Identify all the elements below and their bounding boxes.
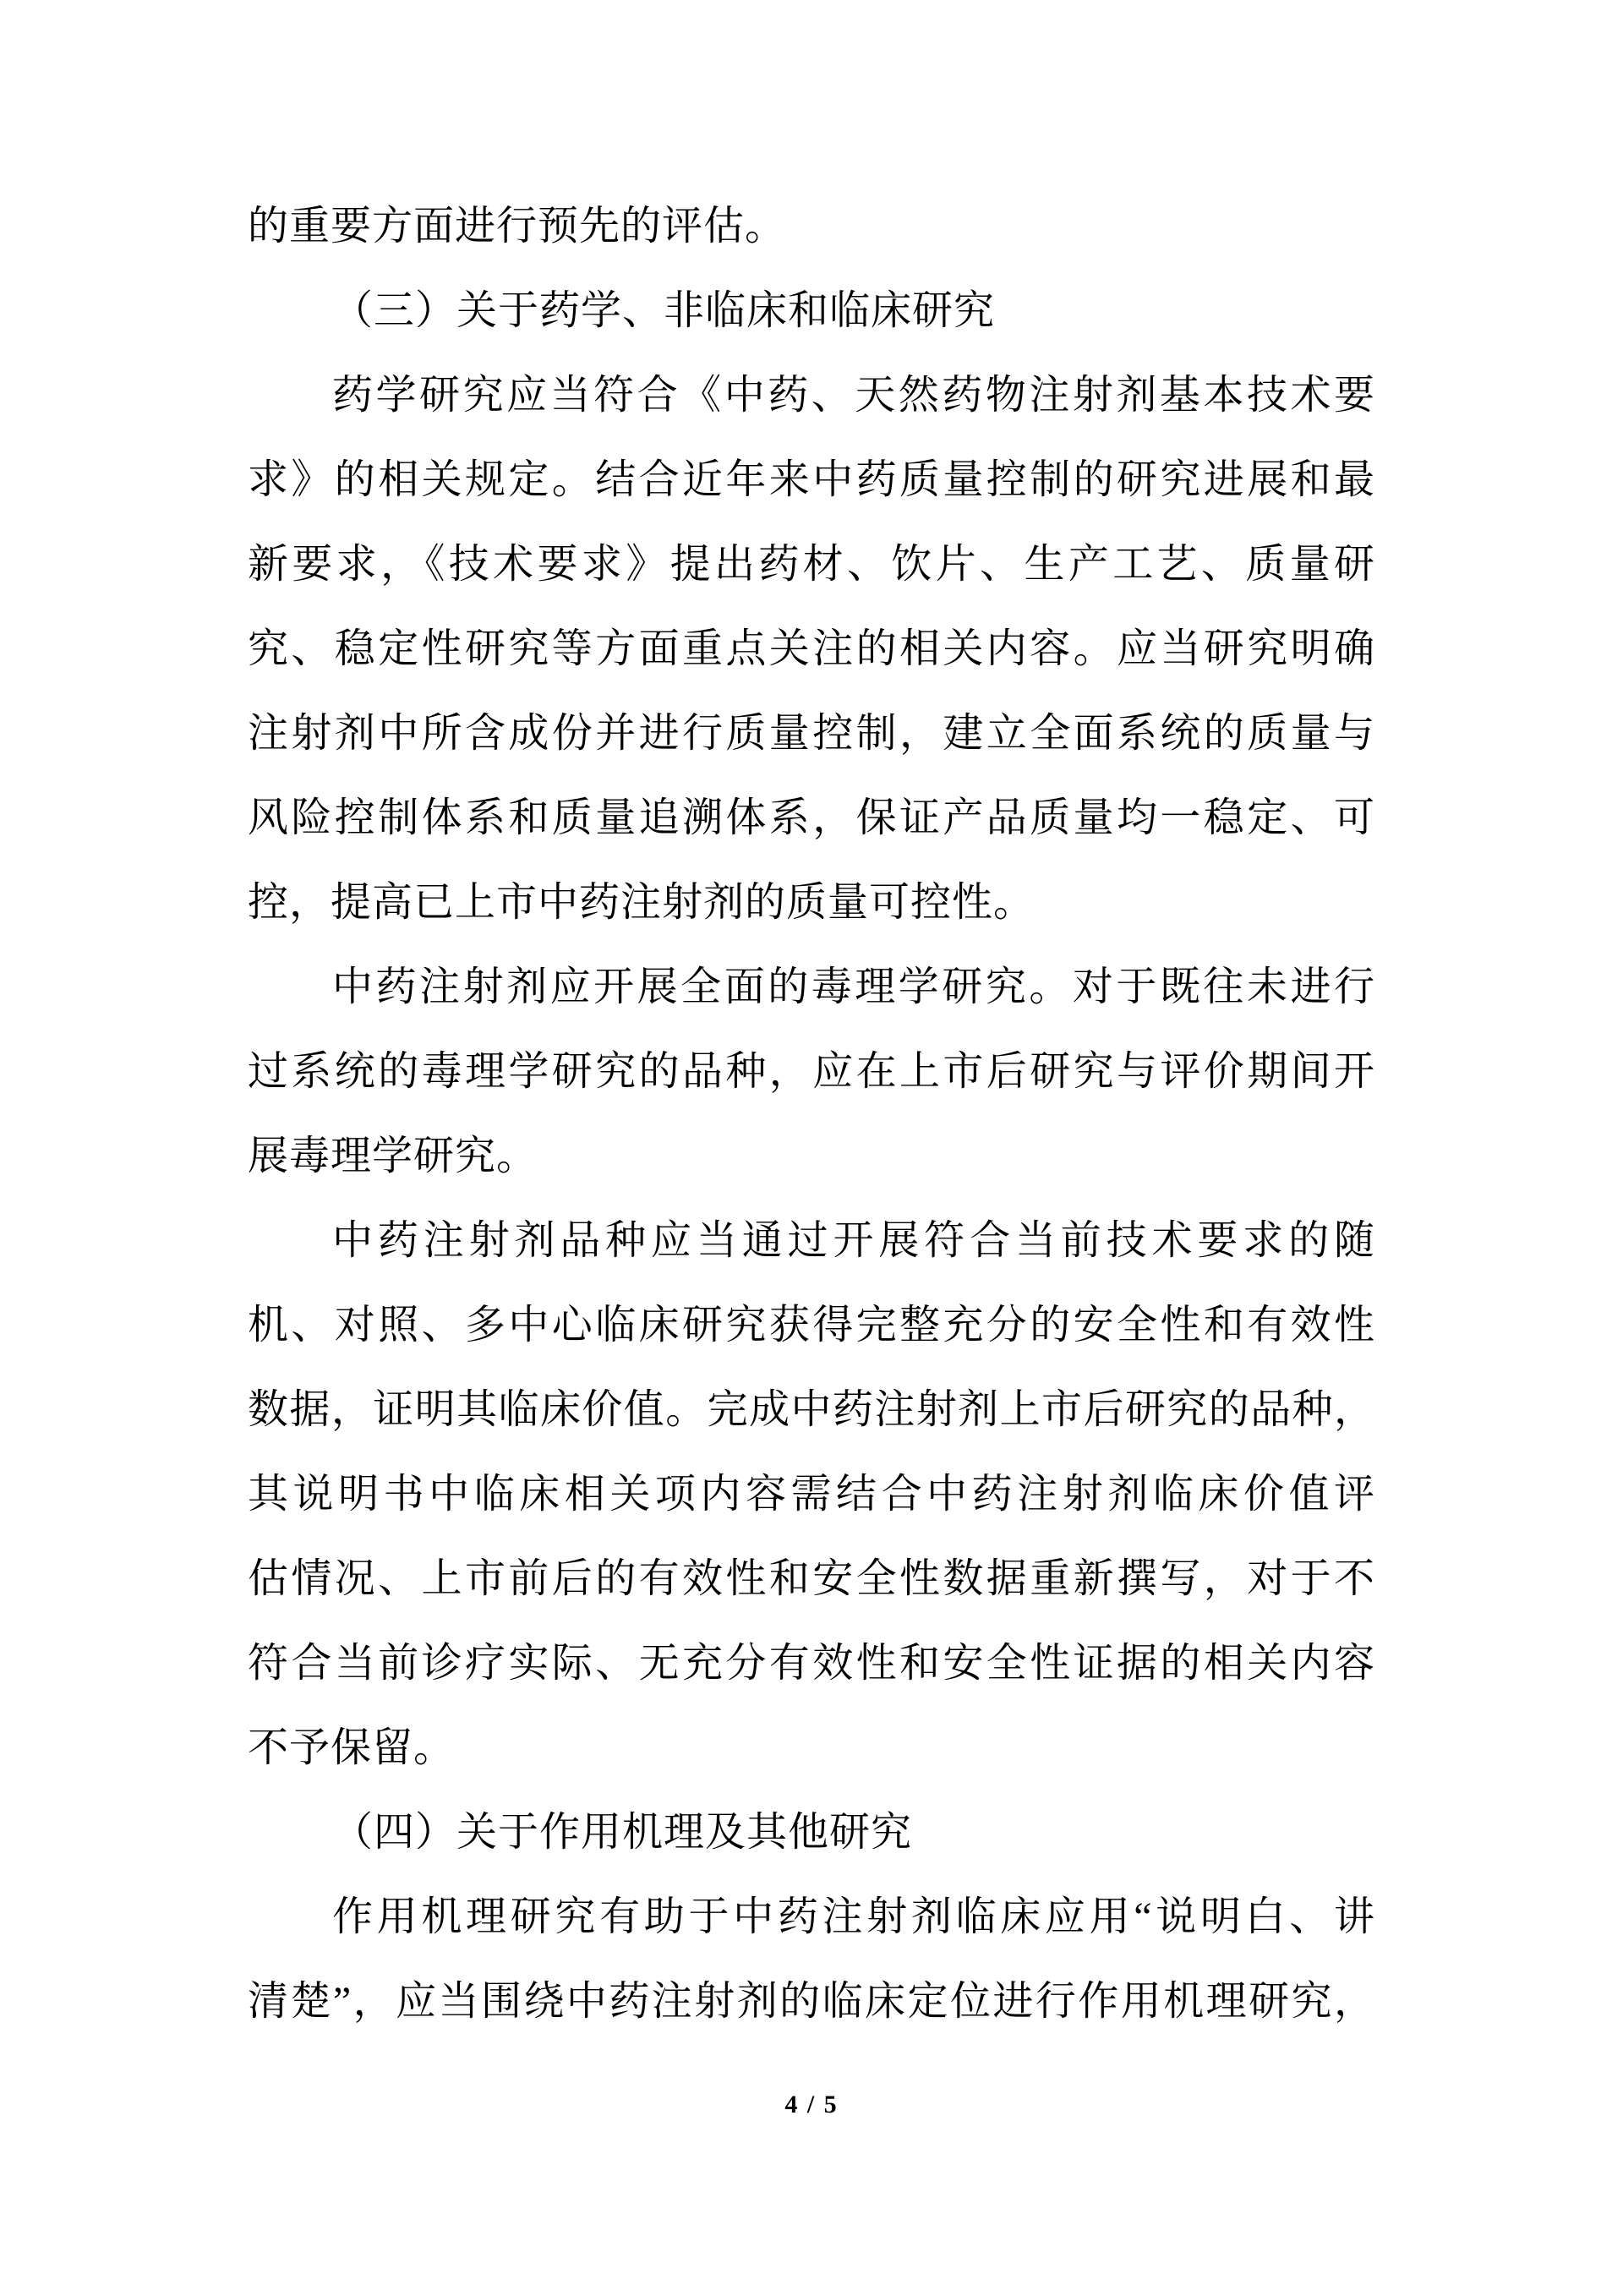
body-line: 清楚”，应当围绕中药注射剂的临床定位进行作用机理研究，	[248, 1979, 1375, 2024]
body-line: 究、稳定性研究等方面重点关注的相关内容。应当研究明确	[248, 626, 1375, 671]
body-line: 机、对照、多中心临床研究获得完整充分的安全性和有效性	[248, 1303, 1375, 1348]
body-line: 的重要方面进行预先的评估。	[248, 204, 787, 249]
body-line: 风险控制体系和质量追溯体系，保证产品质量均一稳定、可	[248, 795, 1375, 840]
body-line: 符合当前诊疗实际、无充分有效性和安全性证据的相关内容	[248, 1641, 1375, 1686]
body-line: 新要求，《技术要求》提出药材、饮片、生产工艺、质量研	[248, 542, 1375, 587]
body-line: 药学研究应当符合《中药、天然药物注射剂基本技术要	[332, 373, 1375, 418]
body-line: 估情况、上市前后的有效性和安全性数据重新撰写，对于不	[248, 1556, 1375, 1601]
body-line: 作用机理研究有助于中药注射剂临床应用“说明白、讲	[332, 1894, 1375, 1939]
section-heading: （四）关于作用机理及其他研究	[332, 1810, 913, 1855]
body-line: 注射剂中所含成份并进行质量控制，建立全面系统的质量与	[248, 711, 1375, 756]
body-line: 求》的相关规定。结合近年来中药质量控制的研究进展和最	[248, 457, 1375, 502]
section-heading: （三）关于药学、非临床和临床研究	[332, 288, 996, 333]
body-line: 过系统的毒理学研究的品种，应在上市后研究与评价期间开	[248, 1049, 1375, 1094]
body-line: 数据，证明其临床价值。完成中药注射剂上市后研究的品种，	[248, 1387, 1375, 1432]
body-line: 展毒理学研究。	[248, 1134, 538, 1178]
text-block	[248, 184, 1375, 2044]
body-line: 控，提高已上市中药注射剂的质量可控性。	[248, 880, 1036, 925]
page-number: 4 / 5	[784, 2091, 839, 2118]
body-line: 中药注射剂应开展全面的毒理学研究。对于既往未进行	[332, 965, 1375, 1009]
body-line: 其说明书中临床相关项内容需结合中药注射剂临床价值评	[248, 1472, 1375, 1517]
body-line: 不予保留。	[248, 1725, 456, 1770]
body-line: 中药注射剂品种应当通过开展符合当前技术要求的随	[332, 1218, 1375, 1263]
